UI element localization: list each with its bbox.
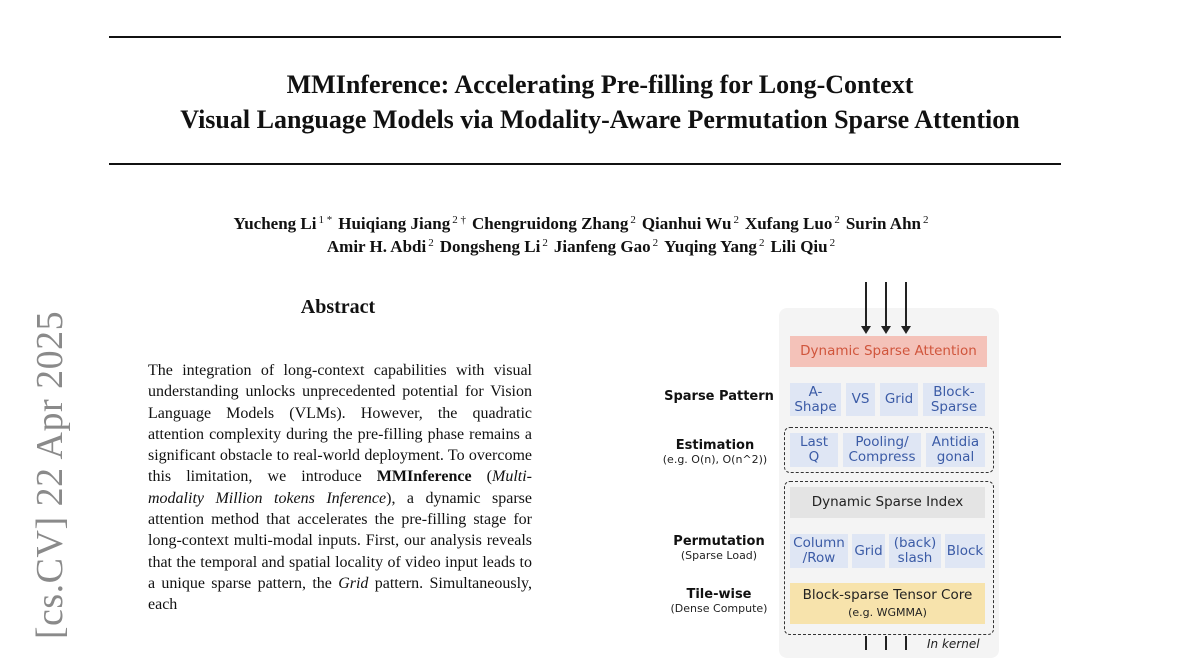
author-name: Lili Qiu (770, 237, 828, 256)
pattern-grid: Grid (880, 383, 918, 416)
permutation-block: Block (945, 534, 985, 568)
input-arrow (905, 282, 907, 328)
pattern-block-sparse: Block- Sparse (923, 383, 985, 416)
author-name: Yuqing Yang (664, 237, 757, 256)
arxiv-stamp-text: [cs.CV] 22 Apr 2025 (29, 310, 71, 640)
author-affiliation: 1 * (318, 214, 333, 226)
author-name: Amir H. Abdi (326, 237, 427, 256)
author-affiliation: 2 (428, 237, 434, 249)
author-affiliation: 2 (542, 237, 548, 249)
sparse-pattern-label (655, 389, 783, 404)
arrow-head (861, 326, 871, 334)
permutation-subtitle: (Sparse Load) (680, 549, 758, 562)
arrow-head (901, 326, 911, 334)
method-name: MMInference (376, 468, 472, 486)
pattern-a-shape: A- Shape (790, 383, 841, 416)
pattern-vs: VS (846, 383, 875, 416)
author-name: Jianfeng Gao (553, 237, 651, 256)
estimation-pooling-compress: Pooling/ Compress (843, 433, 921, 467)
author-affiliation: 2 (922, 214, 929, 226)
author-affiliation: 2 † (452, 214, 466, 226)
tilewise-subtitle: (Dense Compute) (670, 602, 768, 615)
tensor-core-example: (e.g. WGMMA) (848, 605, 927, 619)
author-name: Yucheng Li (233, 214, 317, 233)
author-affiliation: 2 (758, 237, 765, 249)
author-affiliation: 2 (829, 237, 836, 249)
grid-term: Grid (338, 574, 369, 592)
bottom-rule (109, 163, 1061, 165)
author-name: Surin Ahn (845, 214, 921, 233)
author-affiliation: 2 (834, 214, 840, 226)
abstract-text-part: ), a dynamic sparse attention method that accelerates the pre-filling stage for long-context multi-modal inputs. First, our analysis reveals that the temporal and spatial locality of video input leads to a unique sparse pattern, the (148, 489, 532, 592)
abstract-text-part: pattern. Simultaneously, each (148, 574, 532, 614)
estimation-subtitle: (e.g. O(n), O(n^2)) (662, 453, 768, 466)
input-arrow (865, 282, 867, 328)
paper-title-line-2: Visual Language Models via Modality-Aware Permutation Sparse Attention (180, 105, 1020, 134)
abstract-heading: Abstract (300, 296, 376, 318)
permutation-label (655, 534, 783, 562)
sparse-pattern-title: Sparse Pattern (664, 389, 774, 404)
abstract-text-part: The integration of long-context capabilities with visual understanding unlocks unprecedented potential for Vision Language Models (VLMs). However, the quadratic attention complexity during the pre-filling phase remains a significant obstacle to real-world deployment. To overcome this limitation, we introduce (148, 362, 532, 486)
dynamic-sparse-attention-box: Dynamic Sparse Attention (790, 336, 987, 367)
arrow-head (881, 326, 891, 334)
abstract-text (148, 360, 532, 616)
abstract-text-part: ( (471, 468, 492, 486)
author-list-line-2 (0, 231, 1168, 259)
estimation-antidiagonal: Antidia gonal (926, 433, 985, 467)
input-arrow (885, 282, 887, 328)
block-sparse-tensor-core-box (790, 583, 985, 624)
author-name: Dongsheng Li (439, 237, 541, 256)
author-affiliation: 2 (652, 237, 659, 249)
permutation-grid: Grid (852, 534, 885, 568)
permutation-title: Permutation (673, 534, 765, 549)
tilewise-label (655, 587, 783, 615)
dynamic-sparse-index-box: Dynamic Sparse Index (790, 487, 985, 518)
tensor-core-label: Block-sparse Tensor Core (802, 586, 973, 603)
author-name: Xufang Luo (744, 214, 833, 233)
estimation-label (640, 438, 790, 466)
top-rule (109, 36, 1061, 38)
tilewise-title: Tile-wise (686, 587, 752, 602)
author-name: Qianhui Wu (641, 214, 732, 233)
author-name: Chengruidong Zhang (471, 214, 629, 233)
paper-title-line-1: MMInference: Accelerating Pre-filling for Long-Context (286, 70, 914, 99)
permutation-column-row: Column /Row (790, 534, 848, 568)
author-name: Huiqiang Jiang (338, 214, 451, 233)
estimation-title: Estimation (675, 438, 755, 453)
method-expansion: Multi-modality Million tokens Inference (148, 468, 532, 507)
in-kernel-label: In kernel (927, 637, 980, 651)
author-affiliation: 2 (630, 214, 636, 226)
author-affiliation: 2 (733, 214, 739, 226)
permutation-back-slash: (back) slash (889, 534, 941, 568)
estimation-last-q: Last Q (790, 433, 838, 467)
